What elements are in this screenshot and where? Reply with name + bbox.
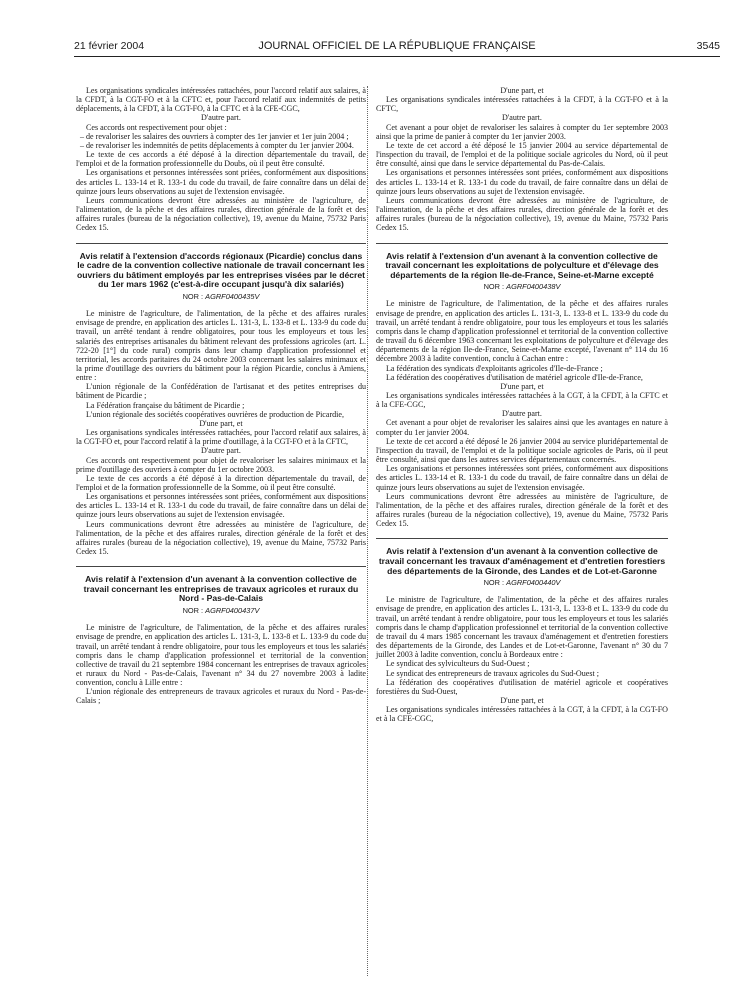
paragraph: D'une part, et [500,381,544,391]
paragraph: Cet avenant a pour objet de revaloriser les salaires à compter du 1er septembre 2003 ainsi que la prime de panier à compter du 1er janvier 2003. [376,122,668,141]
paragraph: Les organisations syndicales intéressées rattachées à la CGT, à la CFDT, à la CFTC et à la CFE-CGC, [376,391,668,410]
section-separator [76,566,366,567]
paragraph: Leurs communications devront être adressées au ministère de l'agriculture, de l'alimentation, de la pêche et des affaires rurales, direction générale de la forêt et des affaires rurales (bureau de la négociation collective), 19, avenue du Maine, 75732 Paris Cedex 15. [76,519,366,557]
paragraph: D'une part, et [199,418,243,428]
page-header [74,40,720,54]
paragraph: La Fédération française du bâtiment de Picardie ; [86,400,245,410]
nor-reference [76,292,366,301]
nor-label: NOR : [483,578,505,588]
paragraph: D'autre part. [502,409,542,419]
paragraph: Le syndicat des sylviculteurs du Sud-Ouest ; [386,659,530,669]
notice-gironde-landes [376,547,668,723]
notice-title: Avis relatif à l'extension d'un avenant à la convention collective de travail concernant les travaux d'aménagement et d'entretien forestiers des départements de la Gironde, des Landes et de Lot-et-Garonne [378,546,666,576]
paragraph: Le syndicat des entrepreneurs de travaux agricoles du Sud-Ouest ; [386,668,599,678]
nor-code: AGRF0400438V [506,282,561,292]
paragraph: L'union régionale des entrepreneurs de travaux agricoles et ruraux du Nord - Pas-de-Calais ; [76,687,366,706]
paragraph: Leurs communications devront être adressées au ministère de l'agriculture, de l'alimentation, de la pêche et des affaires rurales, direction générale de la forêt et des affaires rurales (bureau de la négociation collective), 19, avenue du Maine, 75732 Paris Cedex 15. [376,195,668,233]
nor-label: NOR : [182,606,204,616]
right-column [376,86,668,723]
paragraph: Les organisations syndicales intéressées rattachées, pour l'accord relatif aux salaires, à la CFDT, à la CGT-FO et à la CFTC et, pour l'accord relatif aux indemnités de petits déplacements, à la CFDT, à la CGT-FO, à la CFTC et à la CFE-CGC, [76,86,366,114]
paragraph: Les organisations syndicales intéressées rattachées à la CGT, à la CFDT, à la CGT-FO et à la CFE-CGC, [376,705,668,724]
paragraph: Les organisations et personnes intéressées sont priées, conformément aux dispositions des articles L. 133-14 et R. 133-1 du code du travail, de faire connaître dans un délai de quinze jours leurs observations au sujet de l'extension envisagée. [76,168,366,196]
nor-reference [76,606,366,615]
paragraph: Le ministre de l'agriculture, de l'alimentation, de la pêche et des affaires rurales envisage de prendre, en application des articles L. 131-3, L. 133-8 et L. 133-9 du code du travail, un arrêté tendant à rendre obligatoire, pour tous les employeurs et tous les salariés compris dans le champ d'application professionnel et territorial de la convention collective de travail du 6 décembre 1963 concernant les exploitations de polyculture et d'élevage des départements de la région Ile-de-France, Seine-et-Marne excepté, l'avenant n° 114 du 16 décembre 2003 à ladite convention, conclu à Cachan entre : [376,299,668,364]
paragraph: L'union régionale des sociétés coopératives ouvrières de production de Picardie, [86,409,344,419]
paragraph: Le texte de ces accords a été déposé à la direction départementale du travail, de l'emploi et de la formation professionnelle de la Somme, où il peut être consulté. [76,473,366,492]
paragraph: La fédération des coopératives d'utilisation de matériel agricole et coopératives forestières du Sud-Ouest, [376,677,668,696]
paragraph: Le ministre de l'agriculture, de l'alimentation, de la pêche et des affaires rurales envisage de prendre, en application des articles L. 131-3, L. 133-8 et L. 133-9 du code du travail, un arrêté tendant à rendre obligatoire, pour tous les employeurs et tous les salariés compris dans le champ d'application professionnel et territorial de la convention collective de travail du 21 septembre 1984 concernant les entreprises de travaux agricoles et ruraux du Nord - Pas-de-Calais, l'avenant n° 34 du 27 novembre 2003 à ladite convention, conclu à Lille entre : [76,623,366,688]
notice-title: Avis relatif à l'extension d'un avenant à la convention collective de travail concernant les exploitations de polyculture et d'élevage des départements de la région Ile-de-France, Seine-et-Marne excepté [385,250,659,280]
notice-title: Avis relatif à l'extension d'accords régionaux (Picardie) conclus dans le cadre de la convention collective nationale de travail concernant les ouvriers du bâtiment employés par les entreprises visées par le décret du 1er mars 1962 (c'est-à-dire occupant jusqu'à dix salariés) [76,250,366,290]
header-rule [74,56,720,57]
paragraph: Le texte de cet accord a été déposé le 15 janvier 2004 au service départemental de l'inspection du travail, de l'emploi et de la politique sociale agricoles du Nord, où il peut être consulté, ainsi que dans le service départemental du Pas-de-Calais. [376,140,668,169]
nor-code: AGRF0400435V [205,291,260,301]
nor-reference [376,578,668,587]
paragraph: Leurs communications devront être adressées au ministère de l'agriculture, de l'alimentation, de la pêche et des affaires rurales, direction générale de la forêt et des affaires rurales (bureau de la négociation collective), 19, avenue du Maine, 75732 Paris Cedex 15. [76,195,366,233]
list-item: – de revaloriser les indemnités de petits déplacements à compter du 1er janvier 2004. [80,140,354,150]
paragraph: Ces accords ont respectivement pour objet de revaloriser les salaires minimaux et la prime d'outillage des ouvriers à compter du 1er octobre 2003. [76,455,366,474]
section-separator [76,243,366,244]
left-intro [76,86,366,233]
notice-title: Avis relatif à l'extension d'un avenant à la convention collective de travail concernant les entreprises de travaux agricoles et ruraux du Nord - Pas-de-Calais [83,574,359,604]
nor-code: AGRF0400440V [506,578,561,588]
notice-ile-de-france [376,252,668,529]
paragraph: D'autre part. [201,446,241,456]
list-item: – de revaloriser les salaires des ouvriers à compter des 1er janvier et 1er juin 2004 ; [80,131,349,141]
paragraph: L'union régionale de la Confédération de l'artisanat et des petites entreprises du bâtiment de Picardie ; [76,382,366,401]
nor-label: NOR : [182,291,204,301]
section-separator [376,538,668,539]
paragraph: D'une part, et [500,86,544,95]
paragraph: La fédération des syndicats d'exploitants agricoles d'Ile-de-France ; [386,363,603,373]
paragraph: D'autre part. [502,113,542,123]
nor-code: AGRF0400437V [205,606,260,616]
left-column [76,86,366,706]
paragraph: Leurs communications devront être adressées au ministère de l'agriculture, de l'alimentation, de la pêche et des affaires rurales, direction générale de la forêt et des affaires rurales (bureau de la négociation collective), 19, avenue du Maine, 75732 Paris Cedex 15. [376,491,668,529]
paragraph: Les organisations syndicales intéressées rattachées, pour l'accord relatif aux salaires, à la CGT-FO et, pour l'accord relatif à la prime d'outillage, à la CGT-FO et à la CFTC, [76,428,366,447]
notice-picardie [76,252,366,557]
paragraph: Le texte de cet accord a été déposé le 26 janvier 2004 au service pluridépartemental de l'inspection du travail, de l'emploi et de la politique sociale agricoles de Paris, où il peut être consulté, ainsi que dans les autres services départementaux concernés. [376,436,668,465]
right-intro [376,86,668,233]
header-date: 21 février 2004 [74,40,145,52]
paragraph: Les organisations et personnes intéressées sont priées, conformément aux dispositions des articles L. 133-14 et R. 133-1 du code du travail, de faire connaître dans un délai de quinze jours leurs observations au sujet de l'extension envisagée. [76,492,366,520]
paragraph: Cet avenant a pour objet de revaloriser les salaires ainsi que les avantages en nature à compter du 1er janvier 2004. [376,418,668,437]
paragraph: Le texte de ces accords a été déposé à la direction départementale du travail, de l'emploi et de la formation professionnelle du Doubs, où il peut être consulté. [76,150,366,169]
paragraph: Les organisations syndicales intéressées rattachées à la CFDT, à la CGT-FO et à la CFTC, [376,95,668,114]
paragraph: Ces accords ont respectivement pour objet : [86,122,227,132]
paragraph: Les organisations et personnes intéressées sont priées, conformément aux dispositions des articles L. 133-14 et R. 133-1 du code du travail, de faire connaître dans un délai de quinze jours leurs observations au sujet de l'extension envisagée. [376,464,668,492]
paragraph: La fédération des coopératives d'utilisation de matériel agricole d'Ile-de-France, [386,372,643,382]
paragraph: Le ministre de l'agriculture, de l'alimentation, de la pêche et des affaires rurales envisage de prendre, en application des articles L. 131-3, L. 133-8 et L. 133-9 du code du travail, un arrêté tendant à rendre obligatoire, pour tous les employeurs et tous les salariés compris dans le champ d'application professionnel et territorial de la convention collective de travail du 4 mars 1985 concernant les travaux d'aménagement et d'entretien forestiers des départements de la Gironde, des Landes et de Lot-et-Garonne, l'avenant n° 30 du 7 juillet 2003 à ladite convention, conclu à Bordeaux entre : [376,595,668,660]
page-number: 3545 [696,40,720,52]
journal-title: JOURNAL OFFICIEL DE LA RÉPUBLIQUE FRANÇAISE [258,40,536,52]
section-separator [376,243,668,244]
paragraph: Les organisations et personnes intéressées sont priées, conformément aux dispositions des articles L. 133-14 et R. 133-1 du code du travail, de faire connaître dans un délai de quinze jours leurs observations au sujet de l'extension envisagée. [376,168,668,196]
paragraph: D'une part, et [500,696,544,705]
notice-nord-pas-de-calais [76,575,366,705]
column-divider [367,86,368,976]
paragraph: Le ministre de l'agriculture, de l'alimentation, de la pêche et des affaires rurales envisage de prendre, en application des articles L. 131-3, L. 133-8 et L. 133-9 du code du travail, un arrêté tendant à rendre obligatoires, pour tous les employeurs et tous les salariés des entreprises artisanales du bâtiment relevant des professions agricoles (art. L. 722-20 [1°] du code rural) compris dans leur champ d'application professionnel et territorial, les accords paritaires du 24 octobre 2003 concernant les salaires minimaux et la prime d'outillage des ouvriers du bâtiment pour la région Picardie, conclus à Amiens, entre : [76,309,366,383]
nor-reference [376,282,668,291]
paragraph: D'autre part. [201,113,241,123]
nor-label: NOR : [483,282,505,292]
